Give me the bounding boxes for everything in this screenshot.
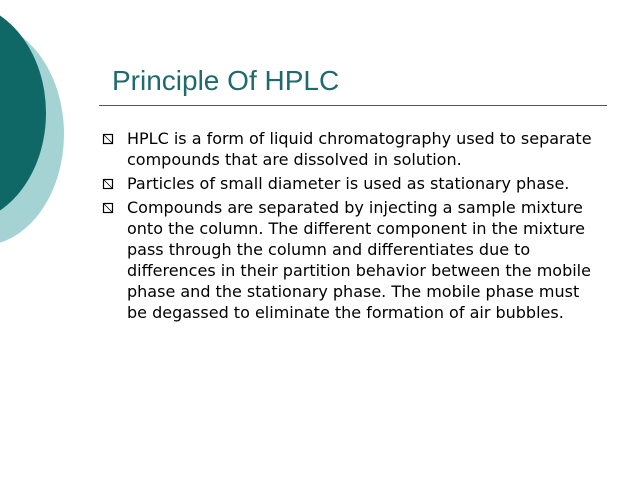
- bullet-list: [100, 128, 600, 326]
- bullet-item: [100, 173, 600, 194]
- title-divider: [99, 105, 607, 106]
- bullet-marker-icon: [100, 197, 120, 218]
- bullet-marker-icon: [100, 173, 120, 194]
- bullet-marker-icon: [100, 128, 120, 149]
- bullet-item: [100, 128, 600, 170]
- bullet-text: Compounds are separated by injecting a sample mixture onto the column. The different component in the mixture pass through the column and differentiates due to differences in their partition behavior between the mobile phase and the stationary phase. The mobile phase must be degassed to eliminate the formation of air bubbles.: [127, 198, 591, 322]
- bullet-text: Particles of small diameter is used as stationary phase.: [127, 174, 570, 193]
- slide-title: Principle Of HPLC: [112, 65, 340, 96]
- bullet-item: [100, 197, 600, 323]
- bullet-text: HPLC is a form of liquid chromatography used to separate compounds that are dissolved in solution.: [127, 129, 592, 169]
